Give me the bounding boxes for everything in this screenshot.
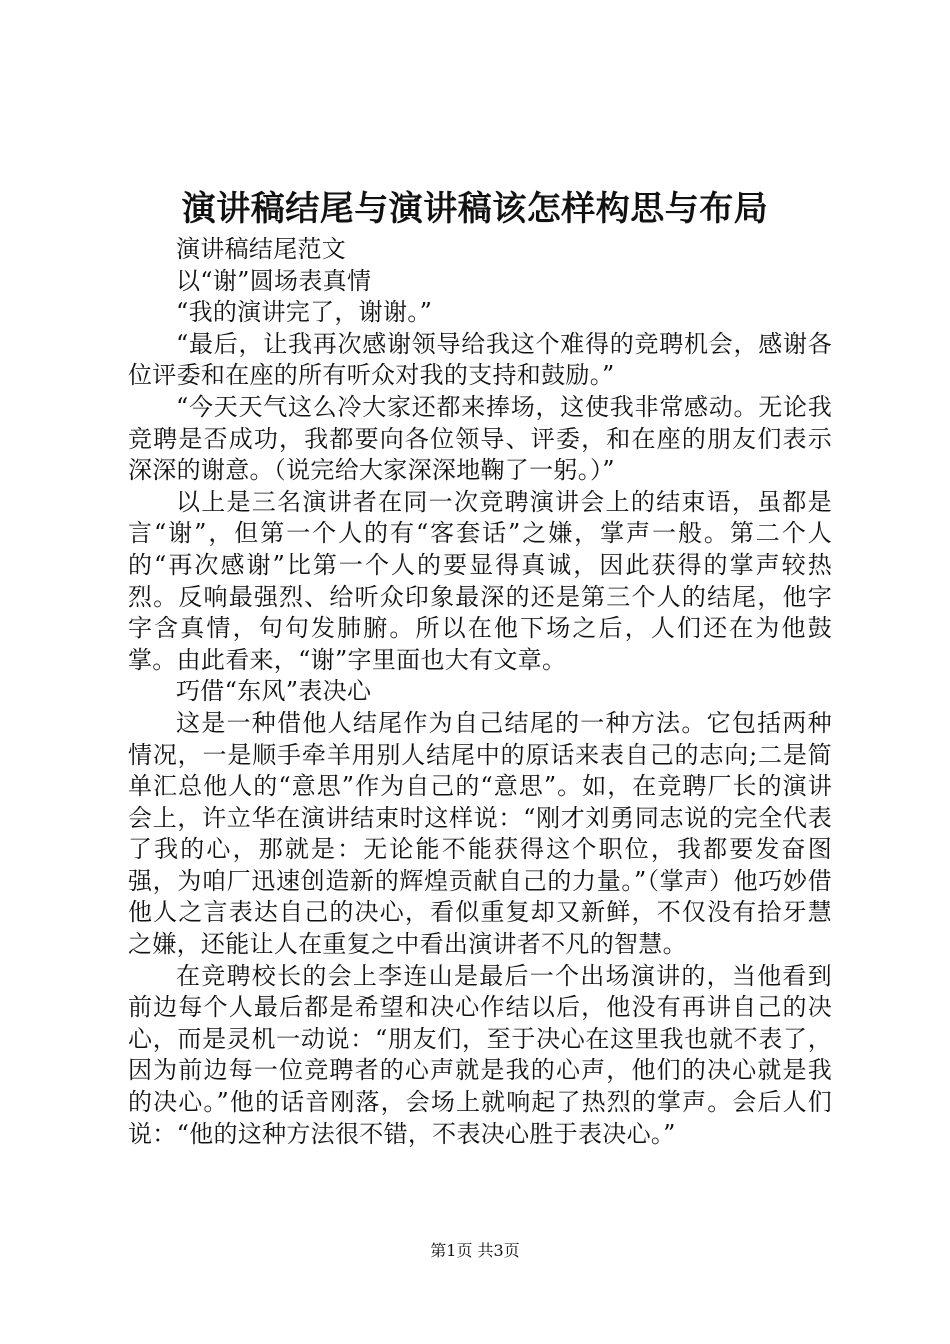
paragraph-subheading-thanks: 以“谢”圆场表真情 [176, 266, 372, 295]
paragraph-analysis-thanks: 以上是三名演讲者在同一次竞聘演讲会上的结束语，虽都是言“谢”，但第一个人的有“客套话”之嫌，掌声一般。第二个人的“再次感谢”比第一个人的要显得真诚，因此获得的掌声较热烈。反响最强烈、给听众印象最深的还是第三个人的结尾，他字字含真情，句句发肺腑。所以在他下场之后，人们还在为他鼓掌。由此看来，“谢”字里面也大有文章。 [128, 487, 832, 674]
page-number: 第1页 共3页 [430, 1241, 520, 1260]
paragraph-method-borrow: 这是一种借他人结尾作为自己结尾的一种方法。它包括两种情况，一是顺手牵羊用别人结尾中的原话来表自己的志向;二是简单汇总他人的“意思”作为自己的“意思”。如，在竞聘厂长的演讲会上，许立华在演讲结束时这样说：“刚才刘勇同志说的完全代表了我的心，那就是：无论能不能获得这个职位，我都要发奋图强，为咱厂迅速创造新的辉煌贡献自己的力量。”（掌声）他巧妙借他人之言表达自己的决心，看似重复却又新鲜，不仅没有拾牙慧之嫌，还能让人在重复之中看出演讲者不凡的智慧。 [128, 708, 832, 959]
document-body [128, 234, 832, 1150]
paragraph-quote-1: “我的演讲完了，谢谢。” [176, 298, 433, 327]
document-title: 演讲稿结尾与演讲稿该怎样构思与布局 [181, 189, 769, 229]
paragraph-heading-examples: 演讲稿结尾范文 [176, 235, 347, 263]
paragraph-example-li: 在竞聘校长的会上李连山是最后一个出场演讲的，当他看到前边每个人最后都是希望和决心作结以后，他没有再讲自己的决心，而是灵机一动说：“朋友们，至于决心在这里我也就不表了，因为前边每一位竞聘者的心声就是我的心声，他们的决心就是我的决心。”他的话音刚落，会场上就响起了热烈的掌声。会后人们说：“他的这种方法很不错，不表决心胜于表决心。” [128, 961, 832, 1148]
paragraph-quote-3: “今天天气这么冷大家还都来捧场，这使我非常感动。无论我竞聘是否成功，我都要向各位领导、评委，和在座的朋友们表示深深的谢意。（说完给大家深深地鞠了一躬。）” [128, 392, 832, 485]
paragraph-quote-2: “最后，让我再次感谢领导给我这个难得的竞聘机会，感谢各位评委和在座的所有听众对我的支持和鼓励。” [128, 329, 832, 390]
paragraph-subheading-east-wind: 巧借“东风”表决心 [176, 677, 372, 706]
